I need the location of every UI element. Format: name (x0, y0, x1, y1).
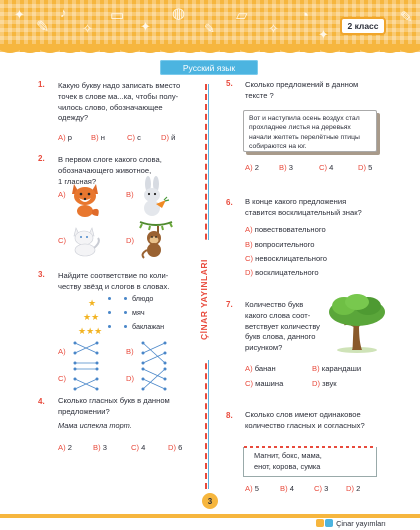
option-d[interactable] (161, 133, 175, 142)
star-icon: ✦ (140, 19, 151, 34)
option-b[interactable] (312, 364, 361, 373)
text-line: прохладнее листья на деревьях (249, 124, 351, 132)
option-letter: A) (245, 163, 253, 172)
option-a[interactable] (58, 133, 72, 142)
question-line: Какую букву надо записать вместо (58, 81, 181, 90)
option-letter: D) (346, 484, 355, 493)
option-d[interactable] (312, 379, 337, 388)
tree-image (326, 292, 388, 354)
option-text: 6 (178, 443, 183, 452)
match-dot (108, 297, 111, 300)
option-text: 2 (356, 484, 361, 493)
cat-image (68, 224, 102, 258)
text-line: Вот и наступила осень воздух стал (249, 115, 360, 122)
option-b[interactable] (280, 484, 294, 493)
option-text: 2 (67, 443, 72, 452)
option-letter: D) (312, 379, 321, 388)
match-diagram-a (72, 340, 100, 366)
option-letter: A) (58, 347, 66, 356)
option-text: й (171, 133, 176, 142)
example-sentence: Мама испекла торт. (58, 421, 132, 430)
option-letter: D) (245, 268, 254, 277)
question-line: количество гласных и согласных? (245, 420, 365, 430)
option-a[interactable] (245, 225, 326, 234)
question-1-text (58, 81, 198, 124)
match-diagram-c (72, 366, 100, 392)
option-letter: C) (245, 379, 254, 388)
option-d[interactable] (245, 268, 319, 277)
option-b[interactable] (279, 163, 293, 172)
clock-icon: ◔ (300, 7, 310, 24)
match-dot (124, 297, 127, 300)
option-text: невосклицательного (255, 254, 328, 263)
option-b[interactable] (93, 443, 107, 452)
option-a[interactable] (58, 347, 66, 356)
option-letter: D) (126, 374, 135, 383)
option-text: 5 (368, 163, 373, 172)
option-letter: C) (58, 236, 67, 245)
stars-one: ★ (88, 298, 97, 308)
question-line: честву звёзд и слогов в словах. (58, 281, 170, 291)
option-text: звук (322, 379, 337, 388)
star-icon: ✧ (268, 21, 279, 36)
option-letter: C) (58, 374, 67, 383)
grade-badge: 2 класс (340, 17, 386, 35)
question-number: 2. (38, 154, 45, 163)
question-line: Найдите соответствие по коли- (58, 271, 169, 280)
pencil-icon: ✎ (36, 19, 50, 36)
match-dot (108, 325, 111, 328)
option-d[interactable] (126, 236, 134, 245)
option-letter: D) (161, 133, 170, 142)
rabbit-image (136, 176, 170, 218)
pencil-icon: ✎ (204, 21, 215, 36)
footer-text: Çinar yayımları (336, 519, 386, 528)
subject-banner: Русский язык (160, 60, 258, 75)
option-letter: C) (127, 133, 136, 142)
question-line: букв слова, данного (245, 332, 316, 342)
option-text: 3 (102, 443, 107, 452)
note-icon: ♪ (60, 5, 67, 20)
option-letter: A) (245, 225, 253, 234)
option-text: повествовательного (254, 225, 326, 234)
question-4-text (58, 396, 198, 418)
star-icon: ✧ (82, 21, 93, 36)
question-line: В первом слоге какого слова, (58, 155, 162, 164)
option-letter: B) (126, 190, 134, 199)
question-number: 4. (38, 397, 45, 406)
option-c[interactable] (319, 163, 333, 172)
text-line: енот, корова, сумка (254, 461, 321, 471)
option-letter: D) (358, 163, 367, 172)
option-letter: D) (126, 236, 135, 245)
word-label: мяч (132, 308, 145, 317)
globe-icon: ◍ (172, 5, 186, 22)
publisher-vertical-label: ÇİNAR YAYINLARI (199, 240, 215, 360)
option-a[interactable] (58, 443, 72, 452)
word-label: баклажан (132, 322, 165, 331)
book-icon: ▭ (110, 7, 125, 24)
question-number: 5. (226, 79, 233, 88)
option-letter: A) (58, 190, 66, 199)
option-b[interactable] (91, 133, 105, 142)
option-a[interactable] (245, 484, 259, 493)
match-dot (124, 311, 127, 314)
question-line: обозначающего животное, (58, 165, 152, 175)
option-letter: B) (93, 443, 101, 452)
option-a[interactable] (58, 190, 66, 199)
footer-bar (0, 514, 420, 518)
question-5-text (245, 80, 395, 102)
option-a[interactable] (245, 163, 259, 172)
fox-image (68, 180, 102, 218)
option-c[interactable] (58, 374, 66, 383)
option-letter: A) (245, 484, 253, 493)
option-letter: C) (245, 254, 254, 263)
question-number: 1. (38, 80, 45, 89)
option-text: 4 (141, 443, 146, 452)
option-a[interactable] (245, 364, 276, 373)
option-text: 2 (254, 163, 259, 172)
option-text: машина (255, 379, 284, 388)
option-b[interactable] (245, 240, 314, 249)
stars-two: ★★ (83, 312, 100, 322)
text-line: собираются на юг. (249, 143, 307, 151)
option-letter: C) (319, 163, 328, 172)
question-line: рисунком? (245, 343, 283, 353)
monkey-image (136, 220, 174, 260)
option-letter: C) (131, 443, 140, 452)
question-7-text (245, 300, 325, 354)
option-letter: A) (245, 364, 253, 373)
option-letter: A) (58, 133, 66, 142)
question-line: какого слова соот- (245, 310, 311, 320)
ruler-icon: ▱ (236, 7, 248, 24)
question-line: Количество букв (245, 300, 304, 309)
match-dot (108, 311, 111, 314)
option-letter: B) (126, 347, 134, 356)
question-line: одежду? (58, 113, 89, 123)
star-icon: ✦ (14, 7, 25, 22)
question-6-text (245, 197, 395, 219)
option-text: банан (254, 364, 276, 373)
question-line: 1 гласная? (58, 176, 97, 186)
footer-brand (316, 519, 386, 528)
option-d[interactable] (126, 374, 134, 383)
option-text: н (100, 133, 105, 142)
option-text: вопросительного (254, 240, 315, 249)
star-icon: ✦ (318, 27, 329, 42)
question-line: чилось слово, обозначающее (58, 102, 163, 112)
question-number: 3. (38, 270, 45, 279)
match-dot (124, 325, 127, 328)
option-letter: A) (58, 443, 66, 452)
option-text: 4 (289, 484, 294, 493)
option-d[interactable] (346, 484, 360, 493)
option-text: с (137, 133, 141, 142)
option-text: р (67, 133, 72, 142)
option-letter: B) (91, 133, 99, 142)
text-line: начали желтеть перелётные птицы (249, 133, 360, 141)
option-d[interactable] (358, 163, 372, 172)
option-c[interactable] (245, 254, 327, 263)
option-c[interactable] (58, 236, 66, 245)
header-scallop (0, 44, 420, 58)
option-letter: C) (314, 484, 323, 493)
option-letter: B) (279, 163, 287, 172)
question-line: Сколько гласных букв в данном (58, 396, 170, 405)
option-letter: B) (280, 484, 288, 493)
option-c[interactable] (245, 379, 283, 388)
question-8-text (245, 410, 395, 432)
option-letter: B) (245, 240, 253, 249)
facebook-icon[interactable] (316, 519, 324, 527)
question-line: В конце какого предложения (245, 197, 347, 206)
option-b[interactable] (126, 190, 134, 199)
option-c[interactable] (314, 484, 328, 493)
word-label: блюдо (132, 294, 154, 303)
match-diagram-d (140, 366, 168, 392)
option-text: 3 (288, 163, 293, 172)
page-number: 3 (202, 493, 218, 509)
question-line: ставится восклицательный знак? (245, 207, 362, 217)
question-number: 6. (226, 198, 233, 207)
reading-text-box (243, 110, 377, 152)
stars-three: ★★★ (78, 326, 103, 336)
question-line: ветствует количеству (245, 321, 320, 331)
option-c[interactable] (131, 443, 145, 452)
text-line: Магнит, бокс, мама, (254, 451, 322, 460)
question-number: 7. (226, 300, 233, 309)
option-text: 4 (329, 163, 334, 172)
option-letter: D) (168, 443, 177, 452)
word-list-box (243, 447, 377, 477)
pencil-icon: ✎ (400, 9, 413, 26)
question-line: Сколько предложений в данном (245, 80, 359, 89)
question-line: тексте ? (245, 90, 274, 100)
question-number: 8. (226, 411, 233, 420)
option-c[interactable] (127, 133, 141, 142)
question-3-text (58, 271, 198, 293)
option-d[interactable] (168, 443, 182, 452)
twitter-icon[interactable] (325, 519, 333, 527)
question-line: предложении? (58, 406, 110, 416)
question-line: Сколько слов имеют одинаковое (245, 410, 361, 419)
option-text: карандаши (321, 364, 362, 373)
option-text: 3 (324, 484, 329, 493)
option-b[interactable] (126, 347, 134, 356)
match-diagram-b (140, 340, 168, 366)
option-letter: B) (312, 364, 320, 373)
question-line: точек в слове ма...ка, чтобы полу- (58, 91, 179, 101)
option-text: восклицательного (255, 268, 319, 277)
option-text: 5 (254, 484, 259, 493)
